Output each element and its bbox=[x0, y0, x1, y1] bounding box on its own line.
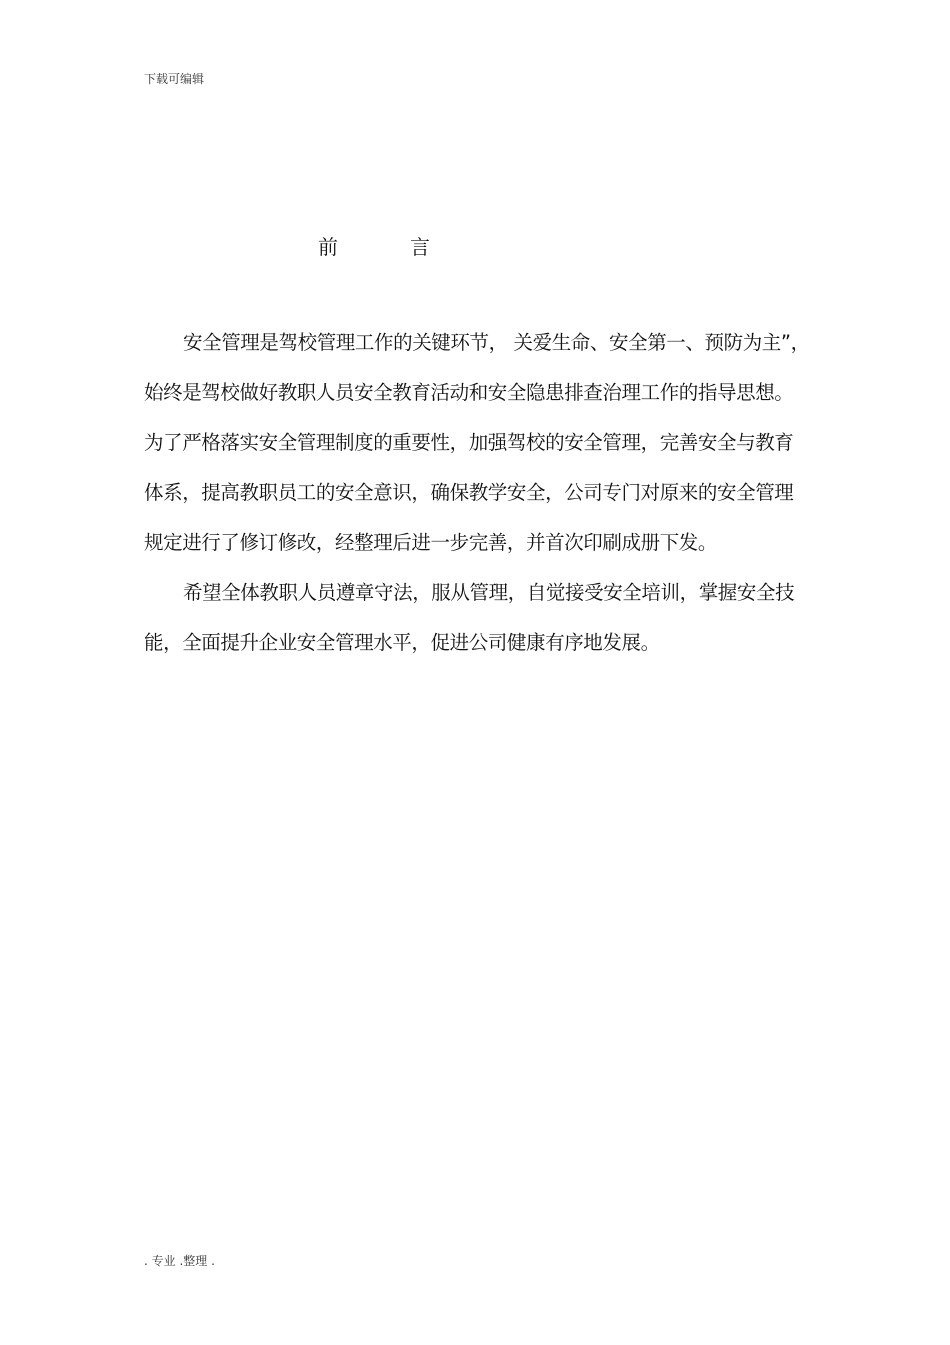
title-char-2: 言 bbox=[410, 235, 430, 259]
body-line-6: 希望全体教职人员遵章守法，服从管理，自觉接受安全培训，掌握安全技 bbox=[183, 581, 795, 604]
preface-body bbox=[144, 328, 834, 678]
body-line-7: 能，全面提升企业安全管理水平，促进公司健康有序地发展。 bbox=[144, 631, 660, 654]
page-title bbox=[318, 231, 430, 260]
body-line-2: 始终是驾校做好教职人员安全教育活动和安全隐患排查治理工作的指导思想。 bbox=[144, 381, 794, 404]
body-line-3: 为了严格落实安全管理制度的重要性，加强驾校的安全管理，完善安全与教育 bbox=[144, 431, 794, 454]
title-char-1: 前 bbox=[318, 235, 338, 259]
footer-note: . 专业 .整理 . bbox=[144, 1254, 215, 1268]
body-line-4: 体系，提高教职员工的安全意识，确保教学安全，公司专门对原来的安全管理 bbox=[144, 481, 794, 504]
header-note: 下载可编辑 bbox=[144, 72, 205, 86]
body-line-5: 规定进行了修订修改，经整理后进一步完善，并首次印刷成册下发。 bbox=[144, 531, 718, 554]
body-line-1: 安全管理是驾校管理工作的关键环节， 关爱生命、安全第一、预防为主”， bbox=[183, 331, 810, 354]
